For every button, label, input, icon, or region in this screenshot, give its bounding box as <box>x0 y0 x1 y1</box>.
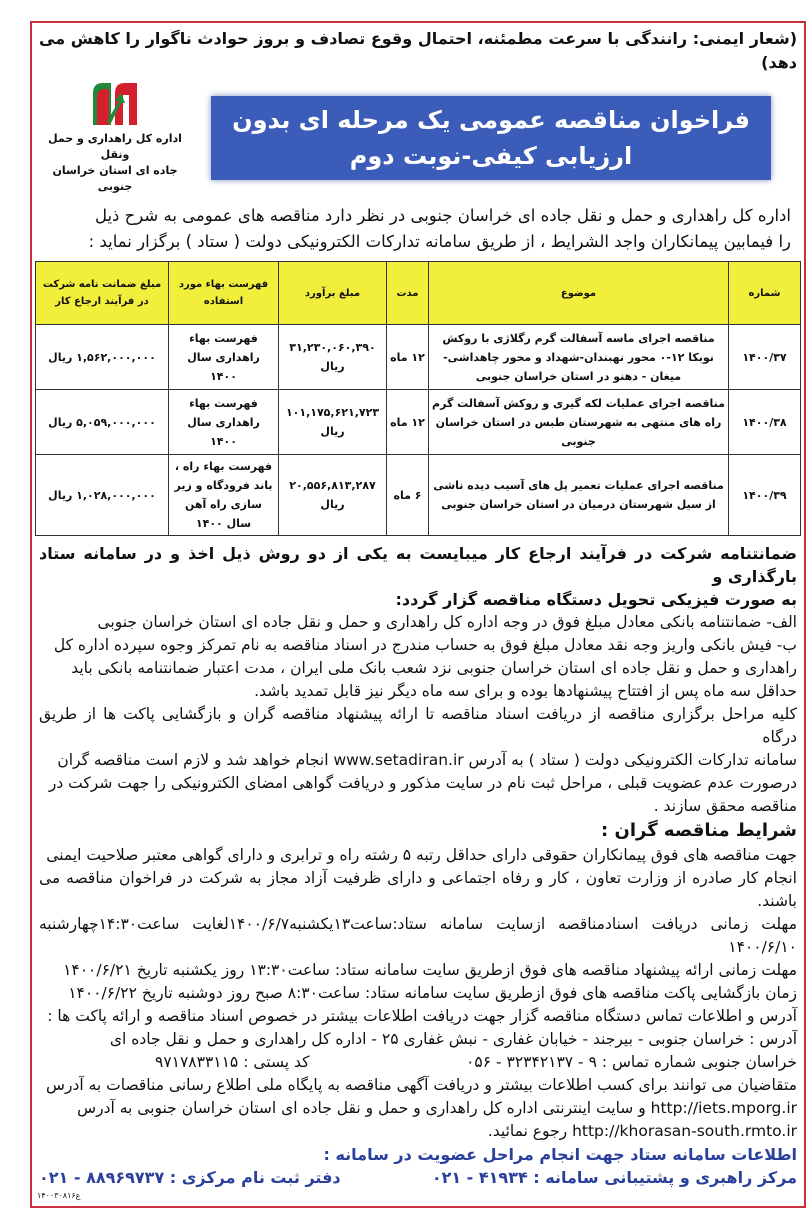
text-line: http://khorasan-south.rmto.ir رجوع نمائید. <box>487 1122 797 1140</box>
notice-body <box>35 542 801 1189</box>
title-line: فراخوان مناقصه عمومی یک مرحله ای بدون <box>232 106 750 134</box>
title-line: ارزیابی کیفی-نوبت دوم <box>349 142 633 170</box>
phone-number: خراسان جنوبی شماره تماس : ۹ - ۳۲۳۴۲۱۳۷ - ۰۵۶ <box>466 1053 797 1071</box>
cell-number: ۱۴۰۰/۳۸ <box>729 390 801 455</box>
text-line: آدرس و اطلاعات تماس دستگاه مناقصه گزار جهت دریافت اطلاعات بیشتر در خصوص اسناد مناقصه و ارائه پاکت ها : <box>47 1007 797 1025</box>
text-line: مهلت زمانی ارائه پیشنهاد مناقصه های فوق ازطریق سایت سامانه ستاد: ساعت۱۳:۳۰ روز یکشنبه تاریخ ۱۴۰۰/۶/۲۱ <box>63 961 797 979</box>
organization-brand <box>35 81 195 195</box>
rmto-logo-icon <box>89 81 141 127</box>
text-line: سامانه تدارکات الکترونیکی دولت ( ستاد ) به آدرس www.setadiran.ir انجام خواهد شد و لازم است مناقصه گران <box>57 751 797 769</box>
cell-number: ۱۴۰۰/۳۷ <box>729 325 801 390</box>
text-line: راهداری و حمل و نقل جاده ای استان خراسان جنوبی نزد شعب بانک ملی ایران ، مدت اعتبار ضمانتنامه بانکی باید <box>71 659 797 677</box>
registration-phone: دفتر ثبت نام مرکزی : ۸۸۹۶۹۷۳۷ - ۰۲۱ <box>39 1168 341 1187</box>
cell-guarantee: ۱,۵۶۲,۰۰۰,۰۰۰ ریال <box>36 325 169 390</box>
cell-estimate: ۳۱,۲۳۰,۰۶۰,۳۹۰ ریال <box>279 325 387 390</box>
organization-name <box>35 131 195 195</box>
cell-guarantee: ۵,۰۵۹,۰۰۰,۰۰۰ ریال <box>36 390 169 455</box>
text-line: انجام کار صادره از وزارت تعاون ، کار و رفاه اجتماعی و دارای ظرفیت آزاد مجاز به شرکت در فراخوان مناقصه می باشند. <box>39 869 797 910</box>
text-line: متقاضیان می توانند برای کسب اطلاعات بیشتر و دریافت آگهی مناقصه به پایگاه ملی اطلاع رسانی مناقصات به آدرس <box>46 1076 797 1094</box>
column-header: شماره <box>729 262 801 325</box>
table-row <box>36 325 801 390</box>
text-line: ضمانتنامه شرکت در فرآیند ارجاع کار میبایست به یکی از دو روش ذیل اخذ و در سامانه ستاد بارگذاری و <box>39 544 797 586</box>
column-header: مبلغ ضمانت نامه شرکت در فرآیند ارجاع کار <box>36 262 169 325</box>
postal-code: کد پستی : ۹۷۱۷۸۳۳۱۱۵ <box>155 1053 310 1071</box>
text-line: الف- ضمانتنامه بانکی معادل مبلغ فوق در وجه اداره کل راهداری و حمل و نقل جاده ای استان خراسان جنوبی <box>97 613 797 631</box>
intro-paragraph <box>35 203 801 255</box>
text-line: مهلت زمانی دریافت اسنادمناقصه ازسایت سامانه ستاد:ساعت۱۳یکشنبه۱۴۰۰/۶/۷لغایت ساعت۱۴:۳۰چهارشنبه ۱۴۰۰/۶/۱۰ <box>39 915 798 956</box>
text-line: را فیمابین پیمانکاران واجد الشرایط ، از طریق سامانه تدارکات الکترونیکی دولت ( ستاد ) برگزار نماید : <box>88 232 791 251</box>
column-header: فهرست بهاء مورد استفاده <box>169 262 279 325</box>
text-line: حداقل سه ماه پس از افتتاح پیشنهادها بوده و برای سه ماه دیگر نیز قابل تمدید باشد. <box>254 682 797 700</box>
cell-guarantee: ۱,۰۲۸,۰۰۰,۰۰۰ ریال <box>36 455 169 536</box>
org-line: اداره کل راهداری و حمل ونقل <box>48 132 182 161</box>
footer-title: اطلاعات سامانه ستاد جهت انجام مراحل عضویت در سامانه : <box>323 1145 797 1164</box>
support-phone: مرکز راهبری و پشتیبانی سامانه : ۴۱۹۳۴ - ۰۲۱ <box>431 1168 797 1187</box>
org-line: جاده ای استان خراسان جنوبی <box>52 164 178 193</box>
table-row <box>36 390 801 455</box>
text-line: به صورت فیزیکی تحویل دستگاه مناقصه گزار گردد: <box>395 590 797 609</box>
text-line: مناقصه محقق سازند . <box>653 797 797 815</box>
cell-price-list: فهرست بهاء راهداری سال ۱۴۰۰ <box>169 325 279 390</box>
text-line: درصورت عدم عضویت قبلی ، مراحل ثبت نام در سایت مذکور و دریافت گواهی امضای الکترونیکی را جهت شرکت در <box>48 774 797 792</box>
tender-table <box>35 261 801 536</box>
contact-line <box>35 1051 801 1074</box>
cell-subject: مناقصه اجرای عملیات لکه گیری و روکش آسفالت گرم راه های منتهی به شهرستان طبس در استان خراسان جنوبی <box>429 390 729 455</box>
text-line: کلیه مراحل برگزاری مناقصه از دریافت اسناد مناقصه تا ارائه پیشنهاد مناقصه گران و بازگشایی پاکت ها از طریق درگاه <box>39 705 797 746</box>
title-banner <box>211 96 771 180</box>
cell-number: ۱۴۰۰/۳۹ <box>729 455 801 536</box>
cell-duration: ۱۲ ماه <box>387 325 429 390</box>
cell-estimate: ۱۰۱,۱۷۵,۶۲۱,۷۲۳ ریال <box>279 390 387 455</box>
text-line: http://iets.mporg.ir و سایت اینترنتی اداره کل راهداری و حمل و نقل جاده ای استان خراسان جنوبی به آدرس <box>77 1099 797 1117</box>
column-header: مبلغ برآورد <box>279 262 387 325</box>
conditions-heading: شرایط مناقصه گران : <box>601 820 797 841</box>
cell-price-list: فهرست بهاء راه ، باند فرودگاه و زیر سازی راه آهن سال ۱۴۰۰ <box>169 455 279 536</box>
column-header: مدت <box>387 262 429 325</box>
cell-price-list: فهرست بهاء راهداری سال ۱۴۰۰ <box>169 390 279 455</box>
text-line: زمان بازگشایی پاکت مناقصه های فوق ازطریق سایت سامانه ستاد: ساعت۸:۳۰ صبح روز دوشنبه تاریخ ۱۴۰۰/۶/۲۲ <box>68 984 797 1002</box>
tender-notice <box>30 21 806 1208</box>
cell-subject: مناقصه اجرای عملیات تعمیر پل های آسیب دیده ناشی از سیل شهرستان درمیان در استان خراسان جنوبی <box>429 455 729 536</box>
safety-slogan: (شعار ایمنی: رانندگی با سرعت مطمئنه، احتمال وقوع تصادف و بروز حوادث ناگوار را کاهش می دهد) <box>39 29 797 72</box>
text-line: آدرس : خراسان جنوبی - بیرجند - خیابان غفاری - نبش غفاری ۲۵ - اداره کل راهداری و حمل و نقل جاده ای <box>109 1030 797 1048</box>
footer-contacts <box>35 1166 801 1189</box>
cell-duration: ۶ ماه <box>387 455 429 536</box>
table-header-row <box>36 262 801 325</box>
cell-estimate: ۲۰,۵۵۶,۸۱۳,۲۸۷ ریال <box>279 455 387 536</box>
table-row <box>36 455 801 536</box>
text-line: ب- فیش بانکی واریز وجه نقد معادل مبلغ فوق به حساب مندرج در اسناد مناقصه به نام تمرکز وجوه سپرده اداره کل <box>53 636 797 654</box>
column-header: موضوع <box>429 262 729 325</box>
cell-subject: مناقصه اجرای ماسه آسفالت گرم رگلاژی با روکش نوبکا ۱۲-۰ محور نهبندان-شهداد و محور چاهداشی-میغان - دهنو در استان خراسان جنوبی <box>429 325 729 390</box>
text-line: جهت مناقصه های فوق پیمانکاران حقوقی دارای حداقل رتبه ۵ رشته راه و ترابری و دارای گواهی معتبر صلاحیت ایمنی <box>46 846 797 864</box>
text-line: اداره کل راهداری و حمل و نقل جاده ای خراسان جنوبی در نظر دارد مناقصه های عمومی به شرح ذیل <box>94 206 791 225</box>
notice-header <box>35 81 801 195</box>
cell-duration: ۱۲ ماه <box>387 390 429 455</box>
print-code: ع۱۴۰۰۳۰۸۱۶ <box>37 1191 81 1200</box>
